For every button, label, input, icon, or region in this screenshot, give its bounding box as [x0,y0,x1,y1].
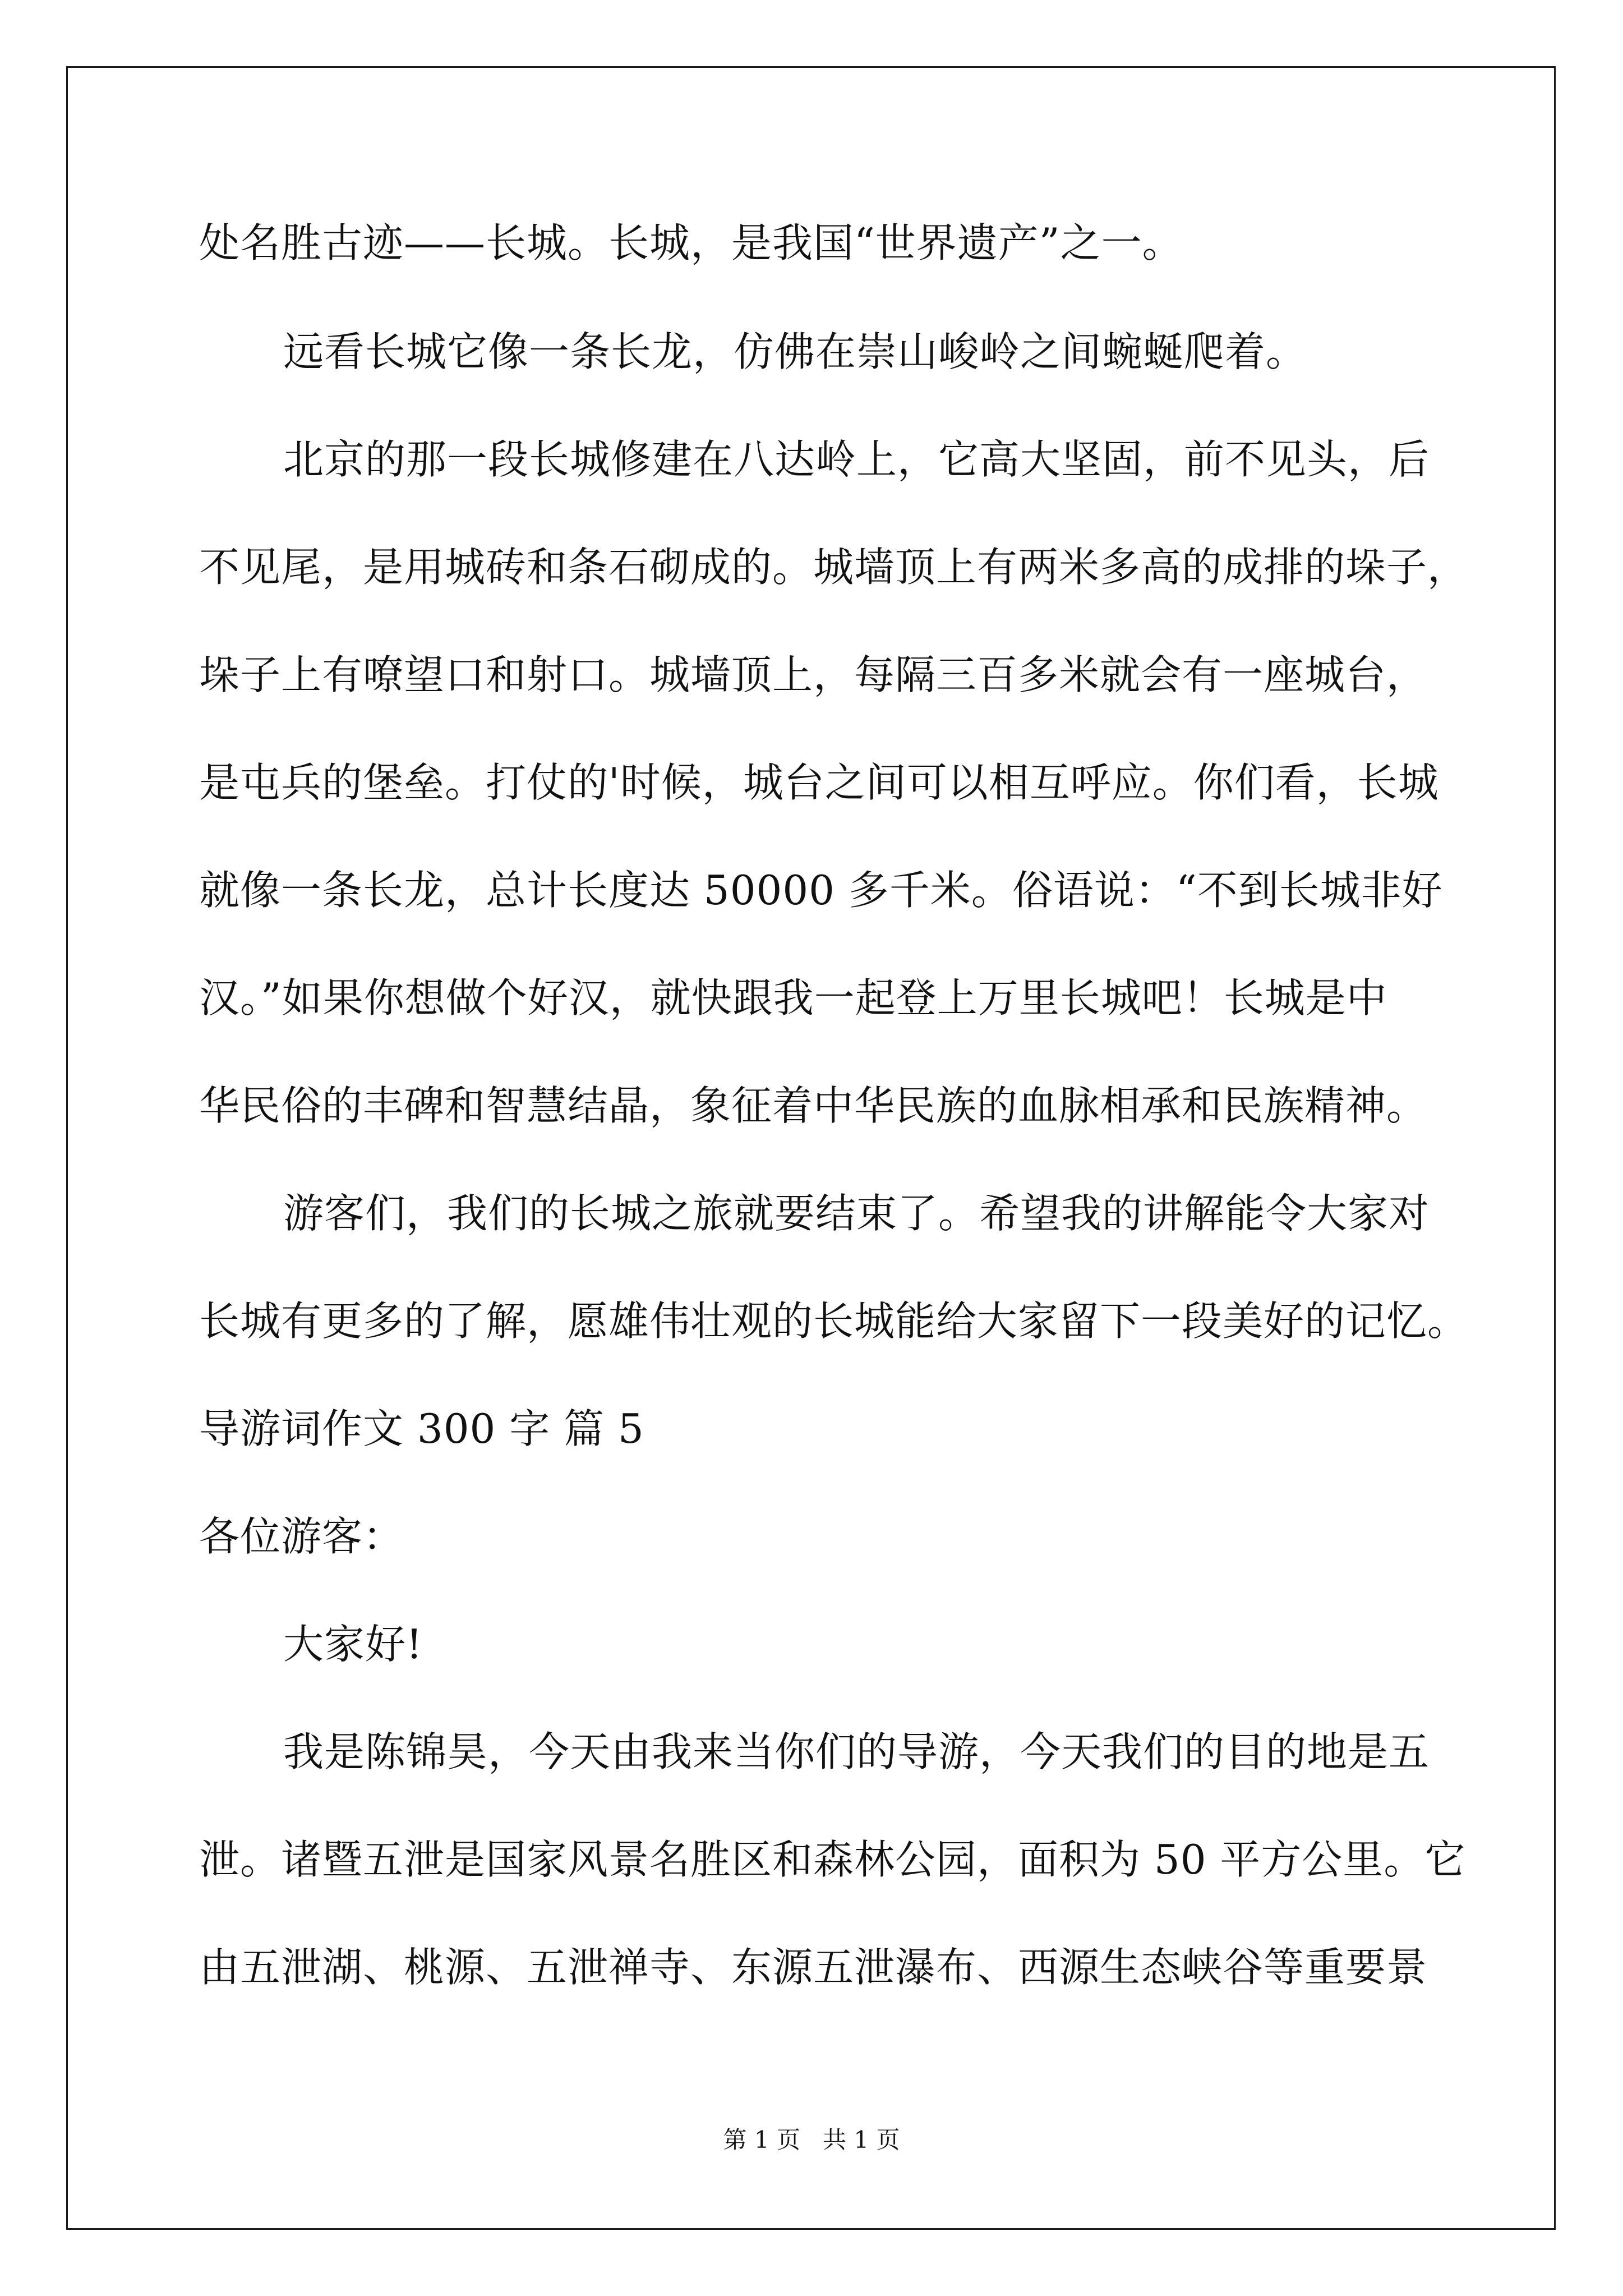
greeting: 大家好! [283,1621,423,1668]
paragraph-line: 由五泄湖、桃源、五泄禅寺、东源五泄瀑布、西源生态峡谷等重要景 [199,1944,1428,1991]
paragraph-line: 汉。”如果你想做个好汉，就快跟我一起登上万里长城吧！长城是中 [199,974,1387,1022]
paragraph-line: 游客们，我们的长城之旅就要结束了。希望我的讲解能令大家对 [283,1190,1430,1237]
paragraph-line: 泄。诸暨五泄是国家风景名胜区和森林公园，面积为 50 平方公里。它 [199,1836,1466,1883]
paragraph-line: 不见尾，是用城砖和条石砌成的。城墙顶上有两米多高的成排的垛子， [199,544,1469,591]
paragraph-line: 北京的那一段长城修建在八达岭上，它高大坚固，前不见头，后 [283,436,1430,483]
paragraph-line: 长城有更多的了解，愿雄伟壮观的长城能给大家留下一段美好的记忆。 [199,1297,1469,1345]
section-heading: 导游词作文 300 字 篇 5 [199,1405,644,1452]
salutation: 各位游客： [199,1513,404,1560]
page-border [66,66,1556,2230]
paragraph-line: 华民俗的丰碑和智慧结晶，象征着中华民族的血脉相承和民族精神。 [199,1082,1428,1129]
paragraph-line: 是屯兵的堡垒。打仗的'时候，城台之间可以相互呼应。你们看，长城 [199,759,1439,806]
paragraph-line: 就像一条长龙，总计长度达 50000 多千米。俗语说：“不到长城非好 [199,867,1443,914]
page-number-footer: 第 1 页 共 1 页 [723,2126,900,2154]
paragraph-line: 处名胜古迹——长城。长城，是我国“世界遗产”之一。 [199,219,1183,266]
paragraph-line: 垛子上有嘹望口和射口。城墙顶上，每隔三百多米就会有一座城台， [199,651,1428,698]
paragraph-line: 远看长城它像一条长龙，仿佛在崇山峻岭之间蜿蜒爬着。 [283,328,1307,375]
paragraph-line: 我是陈锦昊，今天由我来当你们的导游，今天我们的目的地是五 [283,1728,1430,1775]
